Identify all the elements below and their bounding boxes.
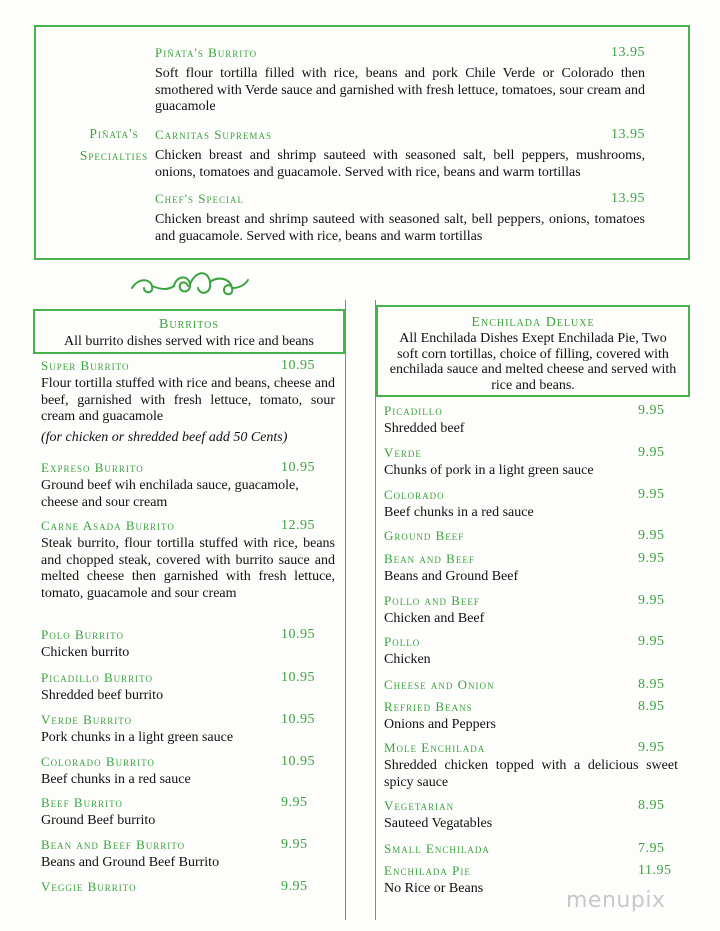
menu-item <box>384 634 678 669</box>
item-description: Chicken and Beef <box>384 611 485 626</box>
item-name: Ground Beef <box>384 528 465 543</box>
item-name: Bean and Beef <box>384 551 475 566</box>
item-price: 8.95 <box>638 798 665 813</box>
item-name: Pollo and Beef <box>384 593 480 608</box>
item-description: Shredded beef <box>384 421 465 436</box>
enchilada-subtitle: All Enchilada Dishes Exept Enchilada Pie, Two soft corn tortillas, choice of filling, covered with enchilada sauce and melted cheese and served with rice and beans. <box>389 331 677 393</box>
menu-item <box>41 627 335 662</box>
item-description: Chicken breast and shrimp sauteed with seasoned salt, bell peppers, mushrooms, onions, tomatoes and guacamole. Served with rice, beans and warm tortillas <box>155 148 645 180</box>
burritos-title: Burritos <box>159 317 219 332</box>
menu-item <box>155 45 645 116</box>
item-name: Colorado <box>384 487 445 502</box>
item-name: Cheese and Onion <box>384 677 495 692</box>
item-name: Carne Asada Burrito <box>41 518 175 533</box>
menu-item <box>384 798 678 833</box>
menu-item <box>384 677 678 693</box>
burritos-header <box>33 309 345 354</box>
item-description: Chicken <box>384 652 431 667</box>
item-description: Beef chunks in a red sauce <box>384 505 534 520</box>
item-description: Chicken burrito <box>41 645 130 660</box>
menu-item <box>41 754 335 789</box>
item-name: Super Burrito <box>41 358 130 373</box>
item-price: 9.95 <box>638 551 665 566</box>
item-price: 8.95 <box>638 677 665 692</box>
menu-item <box>41 670 335 705</box>
enchilada-header <box>376 305 690 397</box>
item-description: Pork chunks in a light green sauce <box>41 730 234 745</box>
item-name: Carnitas Supremas <box>155 127 272 142</box>
item-name: Expreso Burrito <box>41 460 144 475</box>
item-description: Flour tortilla stuffed with rice and beans, cheese and beef, garnished with fresh lettuce, tomato, sour cream and guacamole <box>41 376 335 424</box>
item-price: 9.95 <box>281 837 308 852</box>
item-name: Mole Enchilada <box>384 740 486 755</box>
menu-item <box>384 487 678 522</box>
item-price: 11.95 <box>638 863 672 878</box>
menu-item <box>41 358 335 446</box>
item-price: 9.95 <box>281 795 308 810</box>
item-price: 13.95 <box>611 45 645 60</box>
item-description: Ground Beef burrito <box>41 813 156 828</box>
item-name: Chef's Special <box>155 191 245 206</box>
enchilada-title: Enchilada Deluxe <box>471 315 595 330</box>
menu-item <box>41 795 335 830</box>
item-name: Vegetarian <box>384 798 455 813</box>
menu-item <box>384 551 678 586</box>
menu-item <box>384 528 678 544</box>
item-name: Enchilada Pie <box>384 863 471 878</box>
item-description: Beans and Ground Beef Burrito <box>41 855 220 870</box>
item-price: 9.95 <box>638 403 665 418</box>
item-description: Shredded beef burrito <box>41 688 164 703</box>
item-name: Polo Burrito <box>41 627 124 642</box>
item-name: Verde Burrito <box>41 712 133 727</box>
menu-item <box>384 841 678 857</box>
item-name: Pollo <box>384 634 421 649</box>
item-description: Beans and Ground Beef <box>384 569 519 584</box>
item-name: Picadillo Burrito <box>41 670 153 685</box>
item-description: Shredded chicken topped with a delicious sweet spicy sauce <box>384 758 678 790</box>
item-price: 8.95 <box>638 699 665 714</box>
menu-item <box>384 593 678 628</box>
flourish-ornament-icon <box>128 266 253 302</box>
item-price: 10.95 <box>281 670 315 685</box>
item-price: 9.95 <box>638 634 665 649</box>
item-price: 10.95 <box>281 460 315 475</box>
item-price: 9.95 <box>638 740 665 755</box>
item-description: Chunks of pork in a light green sauce <box>384 463 594 478</box>
item-name: Refried Beans <box>384 699 473 714</box>
watermark-logo: menupix <box>566 888 666 913</box>
item-price: 7.95 <box>638 841 665 856</box>
menu-item <box>41 518 335 602</box>
item-price: 13.95 <box>611 127 645 142</box>
item-price: 10.95 <box>281 358 315 373</box>
item-note: (for chicken or shredded beef add 50 Cents) <box>41 429 288 445</box>
item-name: Bean and Beef Burrito <box>41 837 186 852</box>
menu-item <box>41 460 335 511</box>
item-description: Onions and Peppers <box>384 717 496 732</box>
burritos-subtitle: All burrito dishes served with rice and beans <box>64 334 314 349</box>
item-price: 9.95 <box>638 528 665 543</box>
menu-item <box>155 127 645 181</box>
item-name: Veggie Burrito <box>41 879 137 894</box>
item-description: Steak burrito, flour tortilla stuffed with rice, beans and chopped steak, covered with burrito sauce and melted cheese then garnished with fresh lettuce, tomato, guacamole and sour cream <box>41 536 335 601</box>
item-name: Picadillo <box>384 403 443 418</box>
item-price: 10.95 <box>281 754 315 769</box>
item-price: 13.95 <box>611 191 645 206</box>
item-name: Colorado Burrito <box>41 754 155 769</box>
item-name: Verde <box>384 445 422 460</box>
item-description: Sauteed Vegatables <box>384 816 493 831</box>
item-price: 9.95 <box>281 879 308 894</box>
menu-item <box>41 712 335 747</box>
specialties-heading-line2: Specialties <box>79 148 149 163</box>
item-description: Soft flour tortilla filled with rice, beans and pork Chile Verde or Colorado then smothered with Verde sauce and garnished with fresh lettuce, tomatoes, sour cream and guacamole <box>155 66 645 114</box>
item-price: 10.95 <box>281 712 315 727</box>
menu-item <box>155 191 645 245</box>
item-price: 9.95 <box>638 593 665 608</box>
item-price: 9.95 <box>638 487 665 502</box>
item-description: No Rice or Beans <box>384 881 484 896</box>
menu-item <box>41 879 335 895</box>
item-description: Ground beef wih enchilada sauce, guacamole, cheese and sour cream <box>41 478 299 510</box>
menu-item <box>384 445 678 480</box>
item-price: 12.95 <box>281 518 315 533</box>
item-name: Beef Burrito <box>41 795 123 810</box>
item-description: Beef chunks in a red sauce <box>41 772 191 787</box>
item-price: 10.95 <box>281 627 315 642</box>
specialties-heading-line1: Piñata's <box>89 126 139 141</box>
item-description: Chicken breast and shrimp sauteed with seasoned salt, bell peppers, onions, tomatoes and guacamole. Served with rice, beans and warm tortillas <box>155 212 645 244</box>
item-name: Small Enchilada <box>384 841 490 856</box>
menu-item <box>384 740 678 791</box>
menu-item <box>384 403 678 438</box>
item-name: Piñata's Burrito <box>155 45 258 60</box>
menu-item <box>41 837 335 872</box>
item-price: 9.95 <box>638 445 665 460</box>
menu-item <box>384 699 678 734</box>
